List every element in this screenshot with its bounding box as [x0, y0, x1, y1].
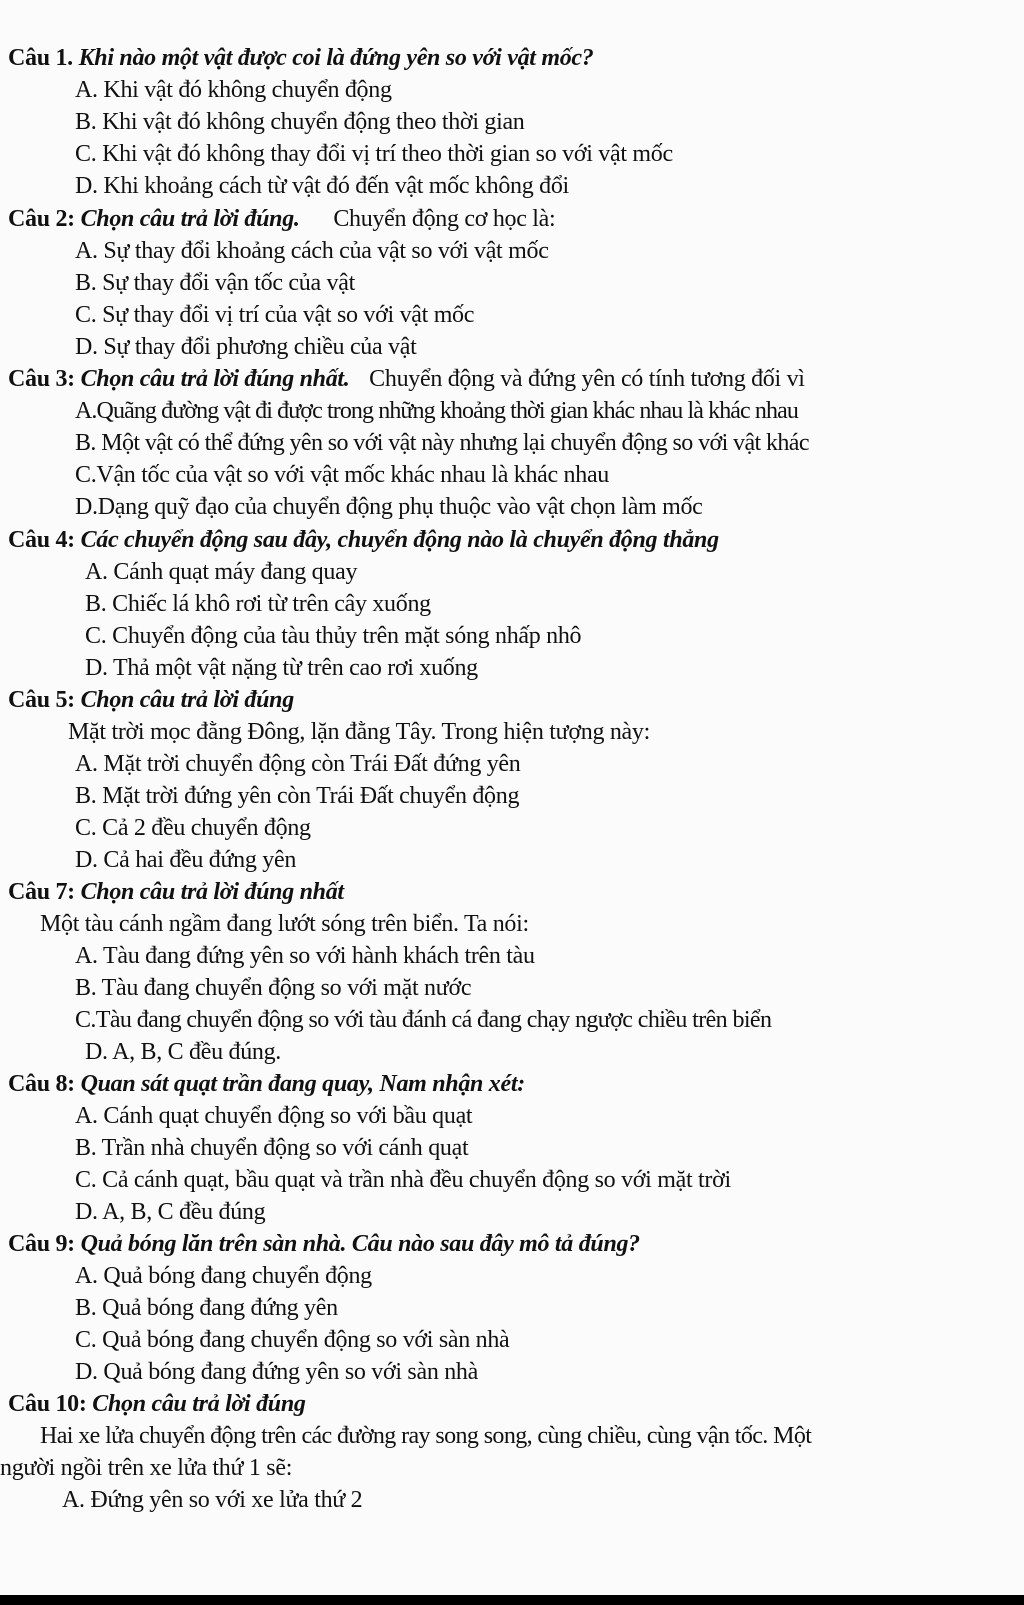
option-a: A. Sự thay đổi khoảng cách của vật so với vật mốc	[75, 238, 549, 264]
question-instruction: Chọn câu trả lời đúng	[80, 687, 294, 713]
option-a: A. Đứng yên so với xe lửa thứ 2	[62, 1487, 363, 1513]
option-a: A. Mặt trời chuyển động còn Trái Đất đứng yên	[75, 751, 521, 777]
question-label: Câu 5:	[8, 687, 75, 713]
question-label: Câu 7:	[8, 879, 75, 905]
question-8-heading	[8, 1069, 525, 1099]
question-label: Câu 3:	[8, 366, 75, 392]
question-label: Câu 10:	[8, 1391, 87, 1417]
question-instruction: Các chuyển động sau đây, chuyển động nào là chuyển động thẳng	[80, 527, 719, 553]
option-d: D.Dạng quỹ đạo của chuyển động phụ thuộc vào vật chọn làm mốc	[75, 494, 703, 520]
question-2-heading	[8, 204, 555, 234]
option-b: B. Chiếc lá khô rơi từ trên cây xuống	[85, 591, 431, 617]
question-instruction: Chọn câu trả lời đúng.	[80, 206, 300, 232]
option-d: D. Sự thay đổi phương chiều của vật	[75, 334, 417, 360]
option-c: C. Khi vật đó không thay đổi vị trí theo thời gian so với vật mốc	[75, 141, 673, 167]
option-b: B. Khi vật đó không chuyển động theo thời gian	[75, 109, 525, 135]
option-d: D. Thả một vật nặng từ trên cao rơi xuống	[85, 655, 478, 681]
option-a: A. Khi vật đó không chuyển động	[75, 77, 392, 103]
question-1-heading	[8, 43, 593, 73]
option-c: C. Cả 2 đều chuyển động	[75, 815, 311, 841]
question-3-heading	[8, 364, 805, 394]
option-d: D. A, B, C đều đúng.	[85, 1039, 282, 1065]
option-a: A. Cánh quạt chuyển động so với bầu quạt	[75, 1103, 473, 1129]
question-4-heading	[8, 525, 719, 555]
bottom-border	[0, 1595, 1024, 1605]
option-a: A. Quả bóng đang chuyển động	[75, 1263, 372, 1289]
question-label: Câu 9:	[8, 1231, 75, 1257]
question-instruction: Chọn câu trả lời đúng nhất.	[80, 366, 350, 392]
option-b: B. Một vật có thể đứng yên so với vật này nhưng lại chuyển động so với vật khác	[75, 430, 809, 456]
question-label: Câu 8:	[8, 1071, 75, 1097]
option-d: D. Khi khoảng cách từ vật đó đến vật mốc không đổi	[75, 173, 569, 199]
option-b: B. Tàu đang chuyển động so với mặt nước	[75, 975, 472, 1001]
question-7-heading	[8, 877, 344, 907]
question-context-continued: người ngồi trên xe lửa thứ 1 sẽ:	[0, 1455, 293, 1481]
option-a: A. Cánh quạt máy đang quay	[85, 559, 358, 585]
option-d: D. Cả hai đều đứng yên	[75, 847, 297, 873]
option-b: B. Trần nhà chuyển động so với cánh quạt	[75, 1135, 469, 1161]
question-label: Câu 1.	[8, 45, 73, 71]
option-c: C.Tàu đang chuyển động so với tàu đánh cá đang chạy ngược chiều trên biển	[75, 1007, 772, 1033]
option-c: C. Sự thay đổi vị trí của vật so với vật mốc	[75, 302, 475, 328]
option-d: D. A, B, C đều đúng	[75, 1199, 266, 1225]
option-a: A.Quãng đường vật đi được trong những khoảng thời gian khác nhau là khác nhau	[75, 398, 798, 424]
option-b: B. Sự thay đổi vận tốc của vật	[75, 270, 355, 296]
option-a: A. Tàu đang đứng yên so với hành khách trên tàu	[75, 943, 535, 969]
option-c: C. Chuyển động của tàu thủy trên mặt sóng nhấp nhô	[85, 623, 582, 649]
option-c: C.Vận tốc của vật so với vật mốc khác nhau là khác nhau	[75, 462, 610, 488]
question-label: Câu 2:	[8, 206, 75, 232]
option-b: B. Quả bóng đang đứng yên	[75, 1295, 338, 1321]
question-stem: Chuyển động và đứng yên có tính tương đối vì	[369, 366, 805, 392]
question-5-heading	[8, 685, 294, 715]
question-9-heading	[8, 1229, 640, 1259]
question-context: Một tàu cánh ngầm đang lướt sóng trên biển. Ta nói:	[40, 911, 529, 937]
option-c: C. Cả cánh quạt, bầu quạt và trần nhà đều chuyển động so với mặt trời	[75, 1167, 731, 1193]
question-context: Hai xe lửa chuyển động trên các đường ray song song, cùng chiều, cùng vận tốc. Một	[40, 1423, 812, 1449]
question-instruction: Chọn câu trả lời đúng nhất	[80, 879, 344, 905]
question-instruction: Quan sát quạt trần đang quay, Nam nhận xét:	[80, 1071, 525, 1097]
option-c: C. Quả bóng đang chuyển động so với sàn nhà	[75, 1327, 510, 1353]
question-instruction: Quả bóng lăn trên sàn nhà. Câu nào sau đây mô tả đúng?	[80, 1231, 640, 1257]
question-instruction: Chọn câu trả lời đúng	[92, 1391, 306, 1417]
option-b: B. Mặt trời đứng yên còn Trái Đất chuyển động	[75, 783, 520, 809]
option-d: D. Quả bóng đang đứng yên so với sàn nhà	[75, 1359, 478, 1385]
question-context: Mặt trời mọc đằng Đông, lặn đằng Tây. Trong hiện tượng này:	[68, 719, 650, 745]
question-stem: Chuyển động cơ học là:	[333, 206, 556, 232]
question-label: Câu 4:	[8, 527, 75, 553]
question-instruction: Khi nào một vật được coi là đứng yên so với vật mốc?	[78, 45, 594, 71]
question-10-heading	[8, 1389, 306, 1419]
